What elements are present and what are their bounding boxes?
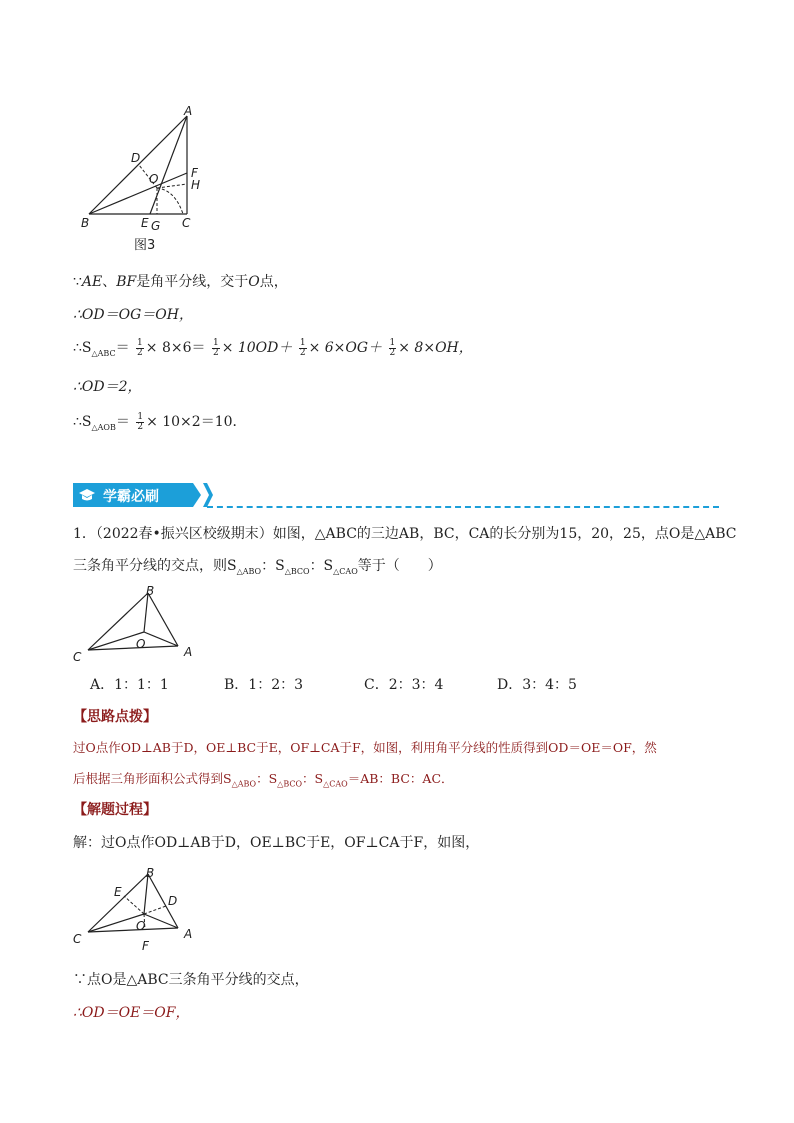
fig3-label-h: H	[191, 178, 201, 192]
section-divider	[207, 506, 719, 508]
fig3-label-a: A	[184, 104, 193, 118]
process-line-1: 解：过O点作OD⊥AB于D，OE⊥BC于E，OF⊥CA于F，如图，	[73, 835, 480, 851]
process-fig-label-a: A	[184, 927, 193, 941]
problem-fig-label-a: A	[184, 645, 193, 659]
problem-line-2: 三条角平分线的交点，则$S_{\triangle ABO}$：$S_{\triangle BCO}$：$S_{\triangle CAO}$等于（ ）	[73, 558, 442, 576]
problem-fig-label-b: B	[146, 584, 155, 598]
solution-line-1: ∵AE、BF是角平分线，交于O点，	[73, 274, 288, 290]
process-fig-label-b: B	[146, 866, 155, 880]
option-d[interactable]: D．3：4：5	[497, 677, 577, 693]
section-banner	[73, 483, 719, 511]
solution-line-3: $\therefore S_{\triangle ABC}=$ $\frac{1}{2}$ × 8×6＝ $\frac{1}{2}$ × 10OD＋ $\frac{1}{2}$ × 6×OG＋ $\frac{1}{2}$ × 8×OH，	[73, 337, 473, 358]
fig3-label-b: B	[81, 216, 90, 230]
fig3-label-e: E	[141, 216, 149, 230]
option-a[interactable]: A．1：1：1	[90, 677, 169, 693]
process-fig-label-d: D	[168, 894, 178, 908]
process-fig-label-f: F	[142, 939, 149, 953]
fig3-label-o: O	[149, 172, 159, 186]
hint-heading: 【思路点拨】	[73, 709, 157, 725]
solution-line-4: ∴OD＝2，	[73, 379, 142, 395]
fig3-label-d: D	[131, 151, 141, 165]
fig3-label-f: F	[191, 166, 198, 180]
fig3-label-c: C	[182, 216, 191, 230]
graduation-cap-icon	[79, 488, 95, 502]
section-title: 学霸必刷	[103, 489, 159, 505]
process-fig-label-o: O	[136, 919, 146, 933]
process-heading: 【解题过程】	[73, 802, 157, 818]
hint-line-2: 后根据三角形面积公式得到$S_{\triangle ABO}$：$S_{\triangle BCO}$：$S_{\triangle CAO}=AB$：BC：AC．	[73, 771, 454, 789]
process-fig-label-c: C	[73, 932, 82, 946]
option-c[interactable]: C．2：3：4	[364, 677, 444, 693]
hint-line-1: 过O点作OD⊥AB于D，OE⊥BC于E，OF⊥CA于F，如图，利用角平分线的性质得到OD＝OE＝OF，然	[73, 740, 657, 755]
process-fig-label-e: E	[114, 885, 122, 899]
fig3-label-g: G	[151, 219, 161, 233]
process-line-2: ∵点O是△ABC三条角平分线的交点，	[73, 972, 309, 988]
solution-line-2: ∴OD＝OG＝OH，	[73, 307, 193, 323]
problem-fig-label-o: O	[136, 637, 146, 651]
process-line-3: ∴OD＝OE＝OF，	[73, 1005, 190, 1021]
problem-fig-label-c: C	[73, 650, 82, 664]
chevron-icon	[203, 483, 213, 507]
option-b[interactable]: B．1：2：3	[224, 677, 304, 693]
problem-line-1: 1．（2022春•振兴区校级期末）如图，△ABC的三边AB，BC，CA的长分别为15，20，25，点O是△ABC	[73, 526, 737, 542]
figure-3-caption: 图3	[134, 238, 156, 253]
solution-line-5: $\therefore S_{\triangle AOB}=$ $\frac{1}{2}$ × 10×2＝10．	[73, 411, 247, 432]
